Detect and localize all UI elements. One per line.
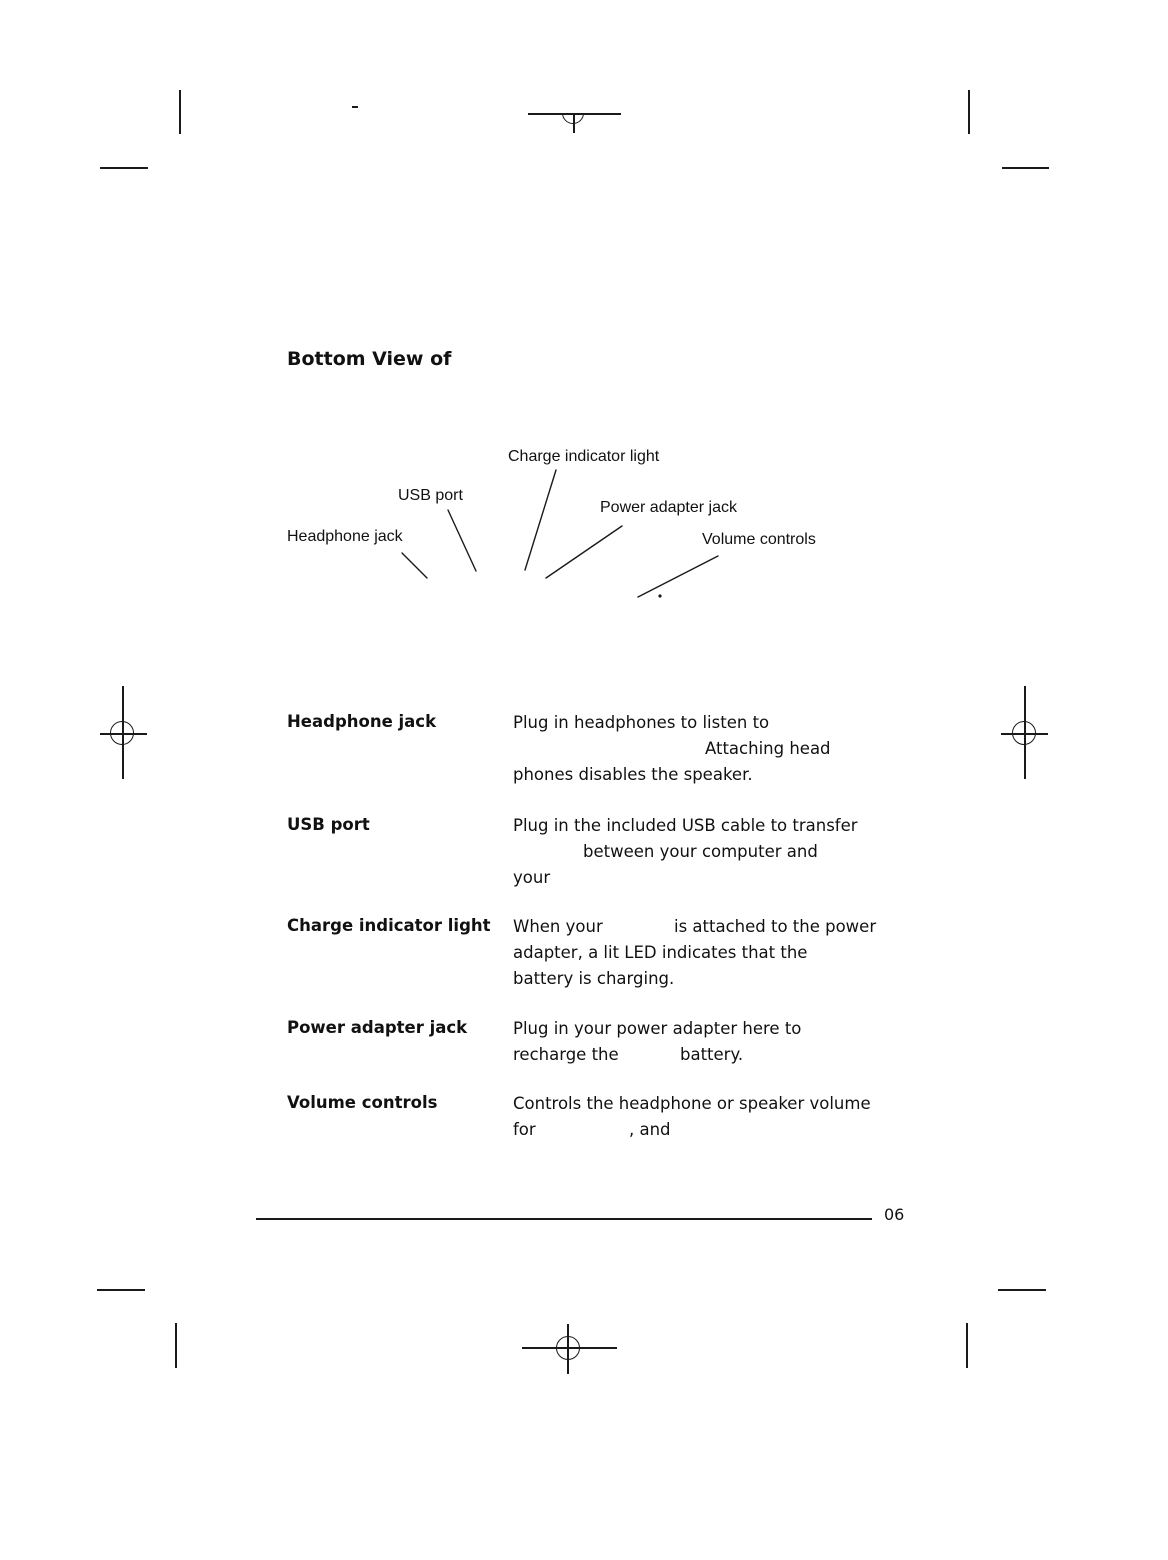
feature-term-charge-indicator-light: Charge indicator light — [287, 916, 491, 935]
crop-mark-bottom-left-horizontal — [97, 1289, 145, 1291]
leader-line-usb-port — [448, 510, 476, 571]
description-line: battery is charging. — [513, 969, 675, 988]
description-line: adapter, a lit LED indicates that the — [513, 943, 808, 962]
feature-description-usb-port — [513, 813, 893, 891]
callout-leader-lines — [0, 0, 1168, 700]
callout-label-headphone-jack: Headphone jack — [287, 528, 403, 545]
callout-label-volume-controls: Volume controls — [702, 531, 816, 548]
description-line: Attaching head — [705, 739, 831, 758]
feature-term-usb-port: USB port — [287, 815, 370, 834]
description-line-part: , and — [629, 1120, 671, 1139]
registration-circle — [110, 721, 134, 745]
leader-line-charge-indicator-light — [525, 470, 556, 570]
description-line-part: battery. — [680, 1045, 744, 1064]
feature-term-power-adapter-jack: Power adapter jack — [287, 1018, 468, 1037]
description-line — [513, 1042, 893, 1068]
leader-line-volume-controls — [638, 556, 718, 597]
feature-description-volume-controls — [513, 1091, 893, 1143]
callout-label-charge-indicator-light: Charge indicator light — [508, 448, 660, 465]
description-line-part: for — [513, 1120, 536, 1139]
feature-description-headphone-jack — [513, 710, 893, 788]
callout-label-power-adapter-jack: Power adapter jack — [600, 499, 737, 516]
feature-term-headphone-jack: Headphone jack — [287, 712, 437, 731]
callout-label-usb-port: USB port — [398, 487, 463, 504]
footer-rule — [256, 1218, 872, 1220]
registration-circle — [1012, 721, 1036, 745]
crop-mark-bottom-right-vertical — [966, 1323, 968, 1368]
description-line: Controls the headphone or speaker volume — [513, 1094, 871, 1113]
leader-line-headphone-jack — [402, 553, 427, 578]
description-line: Plug in your power adapter here to — [513, 1019, 802, 1038]
description-line: phones disables the speaker. — [513, 765, 753, 784]
feature-description-charge-indicator-light — [513, 914, 893, 992]
description-line — [513, 1117, 893, 1143]
volume-controls-marker — [658, 594, 661, 597]
section-title: Bottom View of — [287, 348, 452, 370]
page-number: 06 — [884, 1205, 905, 1224]
description-line: Plug in headphones to listen to — [513, 713, 770, 732]
leader-line-power-adapter-jack — [546, 526, 622, 578]
description-line: between your computer and — [583, 842, 818, 861]
description-line — [513, 914, 893, 940]
description-line-part: is attached to the power — [674, 917, 877, 936]
feature-description-power-adapter-jack — [513, 1016, 893, 1068]
registration-circle — [556, 1336, 580, 1360]
crop-mark-bottom-right-horizontal — [998, 1289, 1046, 1291]
feature-term-volume-controls: Volume controls — [287, 1093, 438, 1112]
description-line-part: When your — [513, 917, 603, 936]
description-line-part: recharge the — [513, 1045, 619, 1064]
description-line: your — [513, 868, 551, 887]
crop-mark-bottom-left-vertical — [175, 1323, 177, 1368]
description-line: Plug in the included USB cable to transfer — [513, 816, 858, 835]
